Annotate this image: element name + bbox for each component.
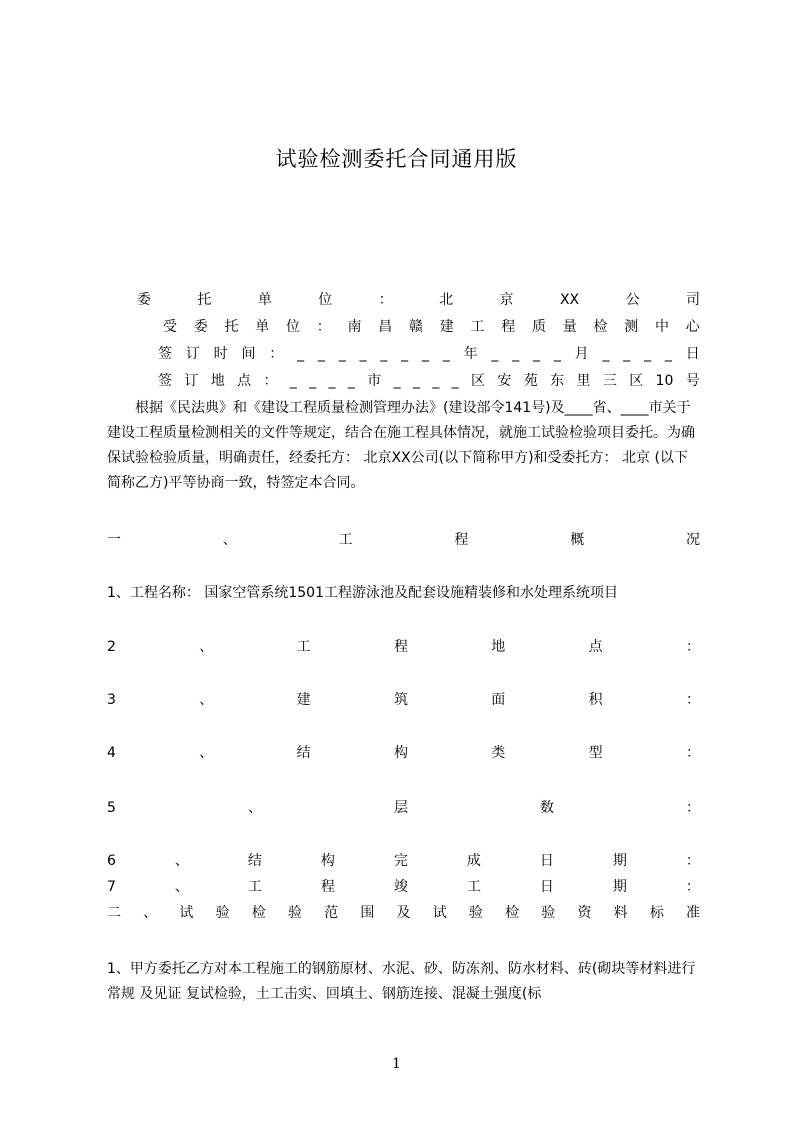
client-line: [137, 290, 700, 310]
text-token: _: [328, 373, 336, 389]
text-token: ：: [685, 853, 700, 869]
text-token: 点: [237, 373, 252, 389]
text-token: 检: [593, 319, 608, 335]
text-token: 工: [296, 639, 311, 655]
text-token: 位: [318, 292, 333, 308]
text-token: 3: [107, 692, 116, 708]
text-token: 北: [439, 292, 454, 308]
text-token: 范: [324, 905, 339, 921]
text-token: 质: [532, 319, 546, 335]
text-token: 验: [468, 905, 483, 921]
text-token: 试: [432, 905, 447, 921]
text-token: 号: [685, 373, 700, 389]
text-token: _: [421, 346, 429, 362]
text-token: 、: [199, 745, 214, 761]
text-token: 订: [185, 346, 200, 362]
text-token: 建: [439, 319, 454, 335]
text-token: 、: [174, 853, 189, 869]
text-token: 10: [655, 373, 674, 389]
text-token: _: [393, 373, 401, 389]
text-token: 2: [107, 639, 116, 655]
text-token: 况: [685, 532, 700, 548]
text-token: ：: [263, 373, 278, 389]
text-token: 安: [497, 373, 512, 389]
text-token: 期: [612, 853, 627, 869]
text-token: 昌: [378, 319, 393, 335]
text-token: ：: [685, 745, 700, 761]
text-token: 苑: [523, 373, 538, 389]
text-token: 准: [686, 905, 700, 921]
document-title: 试验检测委托合同通用版: [275, 147, 518, 171]
item-structure-type: [107, 743, 700, 763]
text-token: 面: [491, 692, 506, 708]
text-token: 点: [588, 639, 603, 655]
text-token: 区: [629, 373, 644, 389]
text-token: 积: [588, 692, 603, 708]
text-token: _: [317, 346, 325, 362]
text-token: 二: [107, 905, 121, 921]
text-token: 数: [539, 800, 554, 816]
text-token: _: [533, 346, 540, 362]
text-token: _: [644, 346, 652, 362]
item-building-area: [107, 690, 700, 710]
text-token: 类: [491, 745, 506, 761]
text-token: 竣: [393, 879, 408, 895]
text-token: 4: [107, 745, 116, 761]
text-token: 围: [360, 905, 375, 921]
text-token: 间: [241, 346, 256, 362]
text-token: 签: [158, 373, 172, 389]
sign-time-line: [158, 344, 700, 364]
text-token: 筑: [393, 692, 408, 708]
text-token: 料: [613, 905, 628, 921]
text-token: 验: [287, 905, 302, 921]
text-token: 试: [179, 905, 194, 921]
text-token: _: [623, 346, 631, 362]
text-token: 结: [247, 853, 262, 869]
text-token: XX: [559, 292, 580, 308]
text-token: _: [359, 346, 367, 362]
text-token: 托: [224, 319, 239, 335]
item-project-location: [107, 637, 700, 657]
scope-paragraph: 1、甲方委托乙方对本工程施工的钢筋原材、水泥、砂、防冻剂、防水材料、砖(砌块等材料进行常规 及见证 复试检验，土工击实、回填土、钢筋连接、混凝土强度(标: [107, 961, 696, 1002]
text-token: _: [401, 346, 409, 362]
text-token: 委: [193, 319, 208, 335]
text-token: 托: [197, 292, 212, 308]
text-token: 程: [393, 639, 408, 655]
text-token: 6: [107, 853, 116, 869]
text-token: 完: [393, 853, 408, 869]
text-token: _: [491, 346, 499, 362]
text-token: 、: [199, 692, 214, 708]
text-token: ：: [685, 879, 700, 895]
text-token: 程: [454, 532, 469, 548]
text-token: 成: [466, 853, 481, 869]
text-token: 京: [499, 292, 514, 308]
item-completion-date: [107, 877, 700, 897]
text-token: 地: [491, 639, 506, 655]
text-token: _: [309, 373, 317, 389]
page-number: 1: [392, 1056, 401, 1072]
text-token: 工: [338, 532, 353, 548]
text-token: 、: [174, 879, 189, 895]
text-token: ：: [685, 800, 700, 816]
text-token: 建: [296, 692, 311, 708]
text-token: 、: [143, 905, 158, 921]
text-token: 测: [624, 319, 639, 335]
text-token: _: [451, 373, 459, 389]
text-token: 验: [541, 905, 556, 921]
text-token: 检: [251, 905, 266, 921]
text-token: 日: [539, 853, 554, 869]
text-token: _: [553, 346, 561, 362]
text-token: 受: [163, 319, 177, 335]
text-token: 三: [602, 373, 617, 389]
text-token: _: [412, 373, 420, 389]
text-token: 位: [286, 319, 300, 335]
text-token: 委: [137, 292, 151, 308]
section-2-heading: [107, 903, 700, 923]
text-token: 程: [320, 879, 335, 895]
sign-place-line: [158, 371, 700, 391]
text-token: 时: [213, 346, 228, 362]
text-token: 月: [574, 346, 589, 362]
text-token: 结: [296, 745, 311, 761]
text-token: _: [442, 346, 450, 362]
text-token: 、: [199, 639, 214, 655]
text-token: 工: [466, 879, 481, 895]
text-token: 单: [255, 319, 270, 335]
text-token: 中: [655, 319, 669, 335]
text-token: 公: [625, 292, 640, 308]
text-token: 赣: [409, 319, 423, 335]
text-token: _: [289, 373, 297, 389]
text-token: 概: [570, 532, 585, 548]
text-token: 构: [320, 853, 335, 869]
text-token: 资: [577, 905, 592, 921]
text-token: 5: [107, 800, 116, 816]
text-token: _: [602, 346, 610, 362]
text-token: ：: [378, 292, 393, 308]
text-token: 里: [576, 373, 591, 389]
text-token: 订: [184, 373, 199, 389]
text-token: ：: [316, 319, 331, 335]
text-token: 日: [539, 879, 554, 895]
text-token: 区: [471, 373, 486, 389]
text-token: 程: [501, 319, 516, 335]
text-token: ：: [269, 346, 284, 362]
text-token: 市: [367, 373, 382, 389]
text-token: 、: [247, 800, 262, 816]
text-token: 东: [550, 373, 565, 389]
text-token: _: [432, 373, 440, 389]
section-1-heading: [107, 530, 700, 550]
text-token: 标: [649, 905, 664, 921]
text-token: 地: [210, 373, 225, 389]
text-token: 量: [562, 319, 577, 335]
text-token: _: [380, 346, 388, 362]
text-token: ：: [685, 639, 700, 655]
text-token: 7: [107, 879, 116, 895]
text-token: 及: [396, 905, 411, 921]
text-token: _: [347, 373, 355, 389]
text-token: 南: [347, 319, 362, 335]
text-token: 型: [588, 745, 603, 761]
text-token: 一: [107, 532, 121, 548]
text-token: _: [297, 346, 305, 362]
text-token: _: [664, 346, 672, 362]
item-floors: [107, 798, 700, 818]
item-structure-complete-date: [107, 851, 700, 871]
text-token: 验: [215, 905, 230, 921]
text-token: 工: [247, 879, 262, 895]
text-token: 、: [222, 532, 237, 548]
text-token: 层: [393, 800, 408, 816]
item-project-name: 1、工程名称： 国家空管系统1501工程游泳池及配套设施精装修和水处理系统项目: [107, 585, 618, 601]
intro-paragraph: 根据《民法典》和《建设工程质量检测管理办法》(建设部令141号)及____省、____市关于建设工程质量检测相关的文件等规定，结合在施工程具体情况，就施工试验检验项目委托。为确保试验检验质量，明确责任，经委托方： 北京XX公司(以下简称甲方)和受委托方： 北京 (以下简称乙方)平等协商一致，特签定本合同。: [107, 400, 695, 491]
text-token: 检: [505, 905, 520, 921]
text-token: 单: [257, 292, 272, 308]
text-token: 工: [470, 319, 485, 335]
text-token: 期: [612, 879, 627, 895]
text-token: _: [512, 346, 520, 362]
contractor-line: [163, 317, 700, 337]
text-token: ：: [685, 692, 700, 708]
text-token: 日: [685, 346, 700, 362]
text-token: 构: [393, 745, 408, 761]
text-token: _: [338, 346, 346, 362]
text-token: 心: [685, 319, 700, 335]
text-token: 年: [463, 346, 478, 362]
text-token: 司: [685, 292, 700, 308]
text-token: 签: [158, 346, 172, 362]
